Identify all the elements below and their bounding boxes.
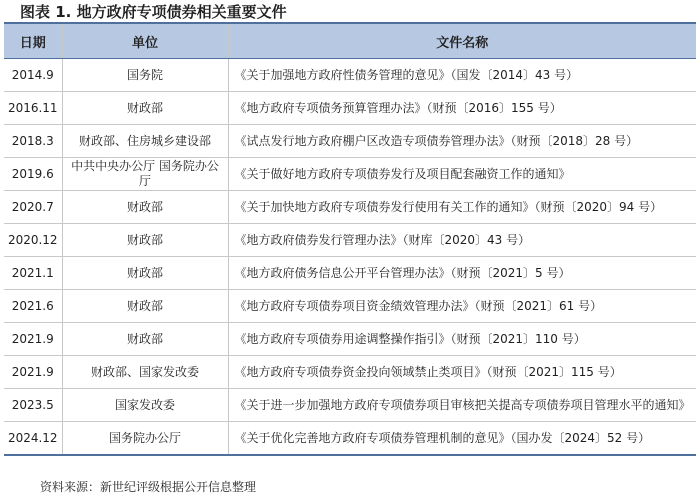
source-note: 资料来源：新世纪评级根据公开信息整理 — [40, 480, 257, 494]
cell-unit: 财政部 — [62, 257, 228, 290]
cell-unit: 财政部 — [62, 323, 228, 356]
cell-document: 《地方政府专项债券资金投向领域禁止类项目》（财预〔2021〕115 号） — [228, 356, 696, 389]
table-row — [4, 191, 696, 224]
header-document-name: 文件名称 — [228, 23, 696, 59]
cell-date: 2024.12 — [4, 422, 62, 456]
cell-unit: 财政部、住房城乡建设部 — [62, 125, 228, 158]
cell-date: 2023.5 — [4, 389, 62, 422]
table-row — [4, 389, 696, 422]
cell-document: 《关于做好地方政府专项债券发行及项目配套融资工作的通知》 — [228, 158, 696, 191]
cell-document: 《关于优化完善地方政府专项债券管理机制的意见》（国办发〔2024〕52 号） — [228, 422, 696, 456]
cell-document: 《关于加强地方政府性债务管理的意见》（国发〔2014〕43 号） — [228, 59, 696, 92]
cell-unit: 国务院办公厅 — [62, 422, 228, 456]
cell-document: 《地方政府债务信息公开平台管理办法》（财预〔2021〕5 号） — [228, 257, 696, 290]
table-row — [4, 158, 696, 191]
cell-unit: 中共中央办公厅 国务院办公厅 — [62, 158, 228, 191]
documents-table — [4, 22, 696, 456]
cell-unit: 财政部 — [62, 290, 228, 323]
cell-unit: 财政部、国家发改委 — [62, 356, 228, 389]
table-row — [4, 257, 696, 290]
cell-date: 2020.7 — [4, 191, 62, 224]
cell-unit: 财政部 — [62, 191, 228, 224]
cell-unit: 财政部 — [62, 224, 228, 257]
cell-document: 《地方政府专项债券用途调整操作指引》（财预〔2021〕110 号） — [228, 323, 696, 356]
cell-unit: 国务院 — [62, 59, 228, 92]
cell-date: 2016.11 — [4, 92, 62, 125]
table-row — [4, 422, 696, 456]
header-unit: 单位 — [62, 23, 228, 59]
cell-date: 2021.9 — [4, 356, 62, 389]
table-row — [4, 125, 696, 158]
cell-document: 《关于进一步加强地方政府专项债券项目审核把关提高专项债券项目管理水平的通知》 — [228, 389, 696, 422]
table-row — [4, 356, 696, 389]
table-row — [4, 224, 696, 257]
table-row — [4, 290, 696, 323]
cell-date: 2018.3 — [4, 125, 62, 158]
cell-unit: 国家发改委 — [62, 389, 228, 422]
table-header-row — [4, 23, 696, 59]
cell-date: 2021.6 — [4, 290, 62, 323]
table-row — [4, 323, 696, 356]
cell-date: 2019.6 — [4, 158, 62, 191]
table-row — [4, 92, 696, 125]
header-date: 日期 — [4, 23, 62, 59]
cell-date: 2020.12 — [4, 224, 62, 257]
cell-document: 《地方政府专项债务预算管理办法》（财预〔2016〕155 号） — [228, 92, 696, 125]
cell-date: 2021.9 — [4, 323, 62, 356]
cell-date: 2014.9 — [4, 59, 62, 92]
cell-unit: 财政部 — [62, 92, 228, 125]
cell-date: 2021.1 — [4, 257, 62, 290]
table-row — [4, 59, 696, 92]
cell-document: 《地方政府债券发行管理办法》（财库〔2020〕43 号） — [228, 224, 696, 257]
cell-document: 《关于加快地方政府专项债券发行使用有关工作的通知》（财预〔2020〕94 号） — [228, 191, 696, 224]
cell-document: 《试点发行地方政府棚户区改造专项债券管理办法》（财预〔2018〕28 号） — [228, 125, 696, 158]
figure-title: 图表 1. 地方政府专项债券相关重要文件 — [20, 3, 287, 21]
cell-document: 《地方政府专项债券项目资金绩效管理办法》（财预〔2021〕61 号） — [228, 290, 696, 323]
